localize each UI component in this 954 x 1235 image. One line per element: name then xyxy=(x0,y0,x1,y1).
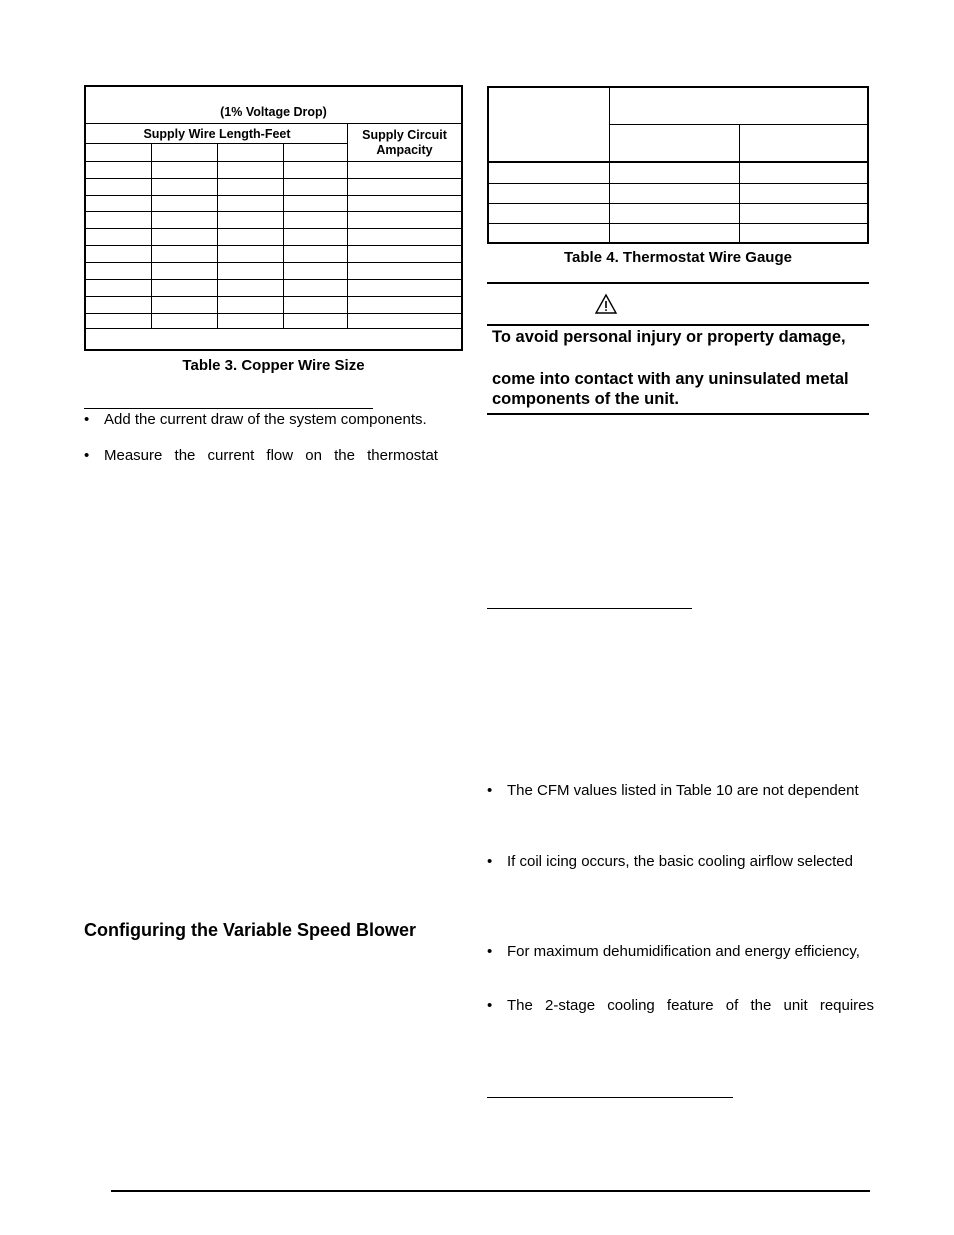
table3-header: (1% Voltage Drop) xyxy=(220,105,327,119)
table3-col-ampacity: Supply Circuit Ampacity xyxy=(362,128,447,157)
section-rule xyxy=(487,1097,733,1098)
table3-col-group: Supply Wire Length-Feet xyxy=(143,127,291,141)
warning-line-1: To avoid personal injury or property damage, xyxy=(492,328,846,346)
warning-triangle-icon xyxy=(595,293,617,315)
list-item: • For maximum dehumidification and energy efficiency, xyxy=(487,943,860,960)
list-item: • Add the current draw of the system components. xyxy=(84,411,427,428)
table4-caption: Table 4. Thermostat Wire Gauge xyxy=(564,249,792,266)
warning-line-2: come into contact with any uninsulated metal xyxy=(492,370,849,388)
thermostat-wire-gauge-table xyxy=(487,86,869,244)
section-heading: Configuring the Variable Speed Blower xyxy=(84,920,417,940)
section-rule xyxy=(84,408,373,409)
table3-caption: Table 3. Copper Wire Size xyxy=(182,357,365,374)
warning-line-3: components of the unit. xyxy=(492,390,679,408)
list-item: • Measure the current flow on the thermostat xyxy=(84,447,438,464)
footer-rule xyxy=(111,1190,870,1192)
list-item: • The CFM values listed in Table 10 are not dependent xyxy=(487,782,859,799)
list-item: • If coil icing occurs, the basic cooling airflow selected xyxy=(487,853,853,870)
section-rule xyxy=(487,608,692,609)
list-item: • The 2-stage cooling feature of the unit requires xyxy=(487,997,875,1014)
copper-wire-size-table xyxy=(84,85,463,351)
